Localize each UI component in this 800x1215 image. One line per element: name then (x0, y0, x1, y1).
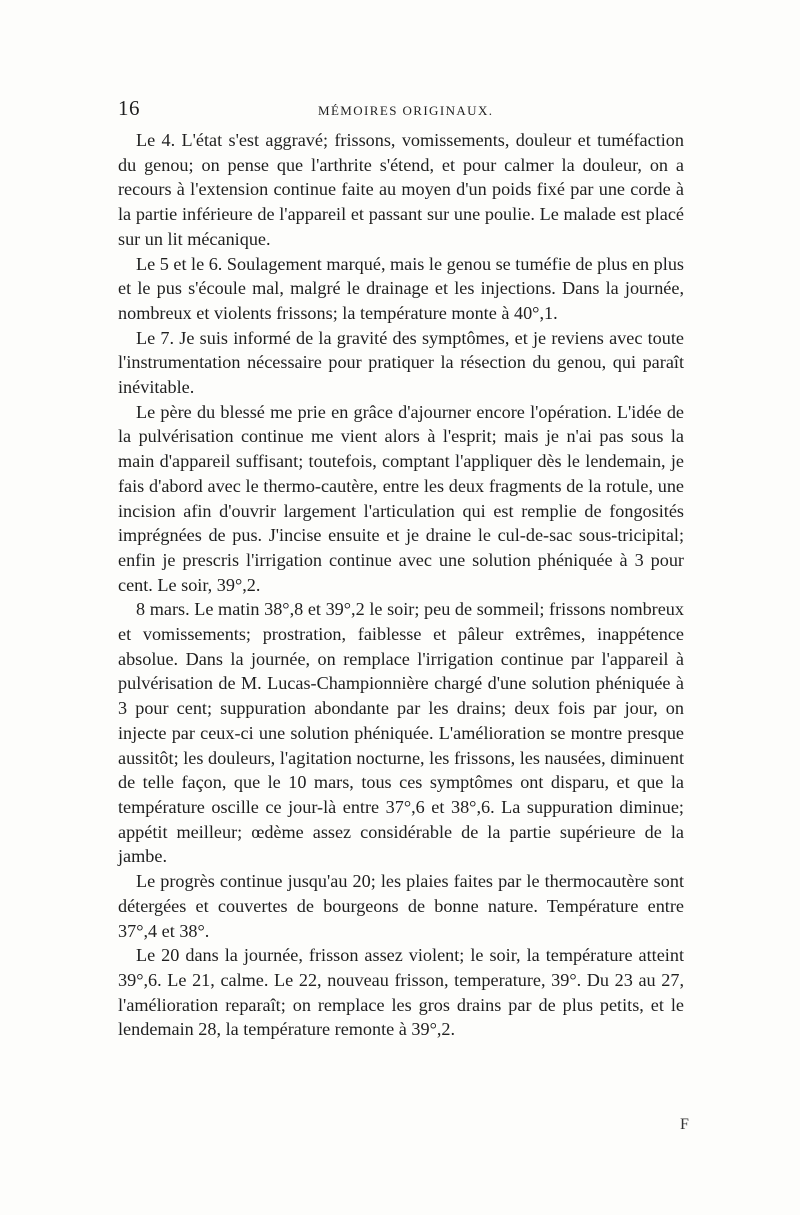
paragraph: Le 5 et le 6. Soulagement marqué, mais le genou se tuméfie de plus en plus et le pus s'écoule mal, malgré le drainage et les injections. Dans la journée, nombreux et violents frissons; la température monte à 40°,1. (118, 253, 685, 323)
paragraph: Le père du blessé me prie en grâce d'ajourner encore l'opération. L'idée de la pulvérisation continue me vient alors à l'esprit; mais je n'ai pas sous la main d'appareil suffisant; toutefois, comptant l'appliquer dès le lendemain, je fais d'abord avec le thermo-cautère, entre les deux fragments de la rotule, une incision afin d'ouvrir largement l'articulation qui est remplie de fongosités imprégnées de pus. J'incise ensuite et je draine le cul-de-sac sous-tricipital; enfin je prescris l'irrigation continue avec une solution phéniquée à 3 pour cent. Le soir, 39°,2. (118, 401, 684, 595)
page-header (118, 96, 684, 126)
paragraph: 8 mars. Le matin 38°,8 et 39°,2 le soir; peu de sommeil; frissons nombreux et vomissements; prostration, faiblesse et pâleur extrêmes, inappétence absolue. Dans la journée, on remplace l'irrigation continue par l'appareil à pulvérisation de M. Lucas-Championnière chargé d'une solution phéniquée à 3 pour cent; suppuration abondante par les drains; deux fois par jour, on injecte par ceux-ci une solution phéniquée. L'amélioration se montre presque aussitôt; les douleurs, l'agitation nocturne, les frissons, les nausées, diminuent de telle façon, que le 10 mars, tous ces symptômes ont disparu, et que la température oscille ce jour-là entre 37°,6 et 38°,6. La suppuration diminue; appétit meilleur; œdème assez considérable de la partie supérieure de la jambe. (118, 599, 684, 867)
paragraph: Le 4. L'état s'est aggravé; frissons, vomissements, douleur et tuméfaction du genou; on pense que l'arthrite s'étend, et pour calmer la douleur, on a recours à l'extension continue faite au moyen d'un poids fixé par une corde à la partie inférieure de l'appareil et passant sur une poulie. Le malade est placé sur un lit mécanique. (118, 130, 684, 249)
paragraph: Le progrès continue jusqu'au 20; les plaies faites par le thermocautère sont détergées et couvertes de bourgeons de bonne nature. Température entre 37°,4 et 38°. (118, 871, 684, 941)
paragraph: Le 20 dans la journée, frisson assez violent; le soir, la température atteint 39°,6. Le 21, calme. Le 22, nouveau frisson, temperature, 39°. Du 23 au 27, l'amélioration reparaît; on remplace les gros drains par de plus petits, et le lendemain 28, la température remonte à 39°,2. (118, 945, 684, 1040)
running-head: MÉMOIRES ORIGINAUX. (318, 103, 494, 118)
page-number: 16 (118, 96, 140, 120)
paragraph: Le 7. Je suis informé de la gravité des symptômes, et je reviens avec toute l'instrumentation nécessaire pour pratiquer la résection du genou, qui paraît inévitable. (118, 327, 684, 398)
signature-mark: F (680, 1116, 689, 1133)
body-text (118, 128, 684, 1042)
